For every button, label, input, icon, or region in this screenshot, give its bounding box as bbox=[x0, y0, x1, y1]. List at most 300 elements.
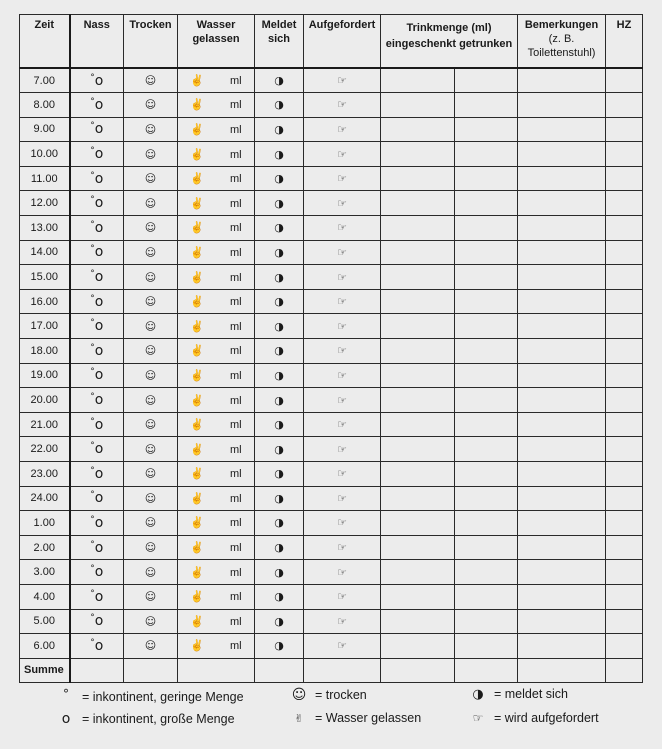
meldet-cell[interactable] bbox=[255, 339, 304, 364]
pointing-hand-icon: ☞ bbox=[337, 319, 347, 333]
hand-icon: ✌ bbox=[190, 320, 204, 333]
table-row bbox=[20, 634, 643, 659]
meldet-cell[interactable] bbox=[255, 437, 304, 462]
trocken-cell[interactable] bbox=[124, 584, 178, 609]
getrunken-cell[interactable] bbox=[455, 68, 518, 93]
big-circle-icon: o bbox=[94, 146, 104, 163]
nass-cell[interactable] bbox=[70, 93, 124, 118]
time-cell: 4.00 bbox=[20, 584, 70, 609]
summe-cell[interactable] bbox=[178, 658, 255, 682]
ml-label: ml bbox=[230, 492, 242, 505]
eingeschenkt-cell[interactable] bbox=[381, 634, 455, 659]
nass-cell[interactable] bbox=[70, 388, 124, 413]
time-cell: 19.00 bbox=[20, 363, 70, 388]
meldet-cell[interactable] bbox=[255, 314, 304, 339]
hz-cell[interactable] bbox=[606, 216, 643, 241]
nass-cell[interactable] bbox=[70, 437, 124, 462]
half-moon-icon: ◑ bbox=[274, 196, 284, 210]
smiley-icon: ☺ bbox=[144, 147, 157, 161]
smiley-icon: ☺ bbox=[144, 172, 157, 186]
half-moon-icon: ◑ bbox=[274, 639, 284, 653]
getrunken-cell[interactable] bbox=[455, 216, 518, 241]
small-circle-icon: ° bbox=[90, 416, 95, 427]
trocken-cell[interactable] bbox=[124, 535, 178, 560]
trocken-cell[interactable] bbox=[124, 142, 178, 167]
bemerkungen-cell[interactable] bbox=[518, 339, 606, 364]
meldet-cell[interactable] bbox=[255, 412, 304, 437]
smiley-icon: ☺ bbox=[144, 122, 157, 136]
summe-cell[interactable] bbox=[255, 658, 304, 682]
bemerkungen-cell[interactable] bbox=[518, 584, 606, 609]
aufgefordert-cell[interactable] bbox=[304, 634, 381, 659]
trocken-cell[interactable] bbox=[124, 412, 178, 437]
half-moon-icon: ◑ bbox=[274, 245, 284, 259]
aufgefordert-cell[interactable] bbox=[304, 216, 381, 241]
meldet-cell[interactable] bbox=[255, 216, 304, 241]
bemerkungen-cell[interactable] bbox=[518, 437, 606, 462]
smiley-icon: ☺ bbox=[144, 590, 157, 604]
aufgefordert-cell[interactable] bbox=[304, 412, 381, 437]
wasser-cell[interactable] bbox=[178, 191, 255, 216]
wasser-cell[interactable] bbox=[178, 93, 255, 118]
hz-cell[interactable] bbox=[606, 265, 643, 290]
bemerkungen-cell[interactable] bbox=[518, 609, 606, 634]
getrunken-cell[interactable] bbox=[455, 609, 518, 634]
bemerkungen-cell[interactable] bbox=[518, 363, 606, 388]
meldet-cell[interactable] bbox=[255, 486, 304, 511]
bemerkungen-cell[interactable] bbox=[518, 68, 606, 93]
meldet-cell[interactable] bbox=[255, 511, 304, 536]
aufgefordert-cell[interactable] bbox=[304, 609, 381, 634]
trocken-cell[interactable] bbox=[124, 560, 178, 585]
wasser-cell[interactable] bbox=[178, 511, 255, 536]
trocken-cell[interactable] bbox=[124, 486, 178, 511]
meldet-cell[interactable] bbox=[255, 584, 304, 609]
eingeschenkt-cell[interactable] bbox=[381, 535, 455, 560]
bemerkungen-cell[interactable] bbox=[518, 412, 606, 437]
half-moon-icon: ◑ bbox=[472, 687, 484, 702]
getrunken-cell[interactable] bbox=[455, 511, 518, 536]
smiley-icon: ☺ bbox=[144, 295, 157, 309]
nass-cell[interactable] bbox=[70, 240, 124, 265]
trocken-cell[interactable] bbox=[124, 634, 178, 659]
trocken-cell[interactable] bbox=[124, 68, 178, 93]
getrunken-cell[interactable] bbox=[455, 240, 518, 265]
aufgefordert-cell[interactable] bbox=[304, 388, 381, 413]
trocken-cell[interactable] bbox=[124, 117, 178, 142]
bemerkungen-cell[interactable] bbox=[518, 388, 606, 413]
wasser-cell[interactable] bbox=[178, 166, 255, 191]
wasser-cell[interactable] bbox=[178, 216, 255, 241]
hz-cell[interactable] bbox=[606, 634, 643, 659]
half-moon-icon: ◑ bbox=[274, 418, 284, 432]
wasser-cell[interactable] bbox=[178, 339, 255, 364]
half-moon-icon: ◑ bbox=[274, 122, 284, 136]
wasser-cell[interactable] bbox=[178, 535, 255, 560]
aufgefordert-cell[interactable] bbox=[304, 93, 381, 118]
eingeschenkt-cell[interactable] bbox=[381, 216, 455, 241]
half-moon-icon: ◑ bbox=[274, 74, 284, 88]
bemerkungen-cell[interactable] bbox=[518, 216, 606, 241]
getrunken-cell[interactable] bbox=[455, 437, 518, 462]
bemerkungen-cell[interactable] bbox=[518, 289, 606, 314]
getrunken-cell[interactable] bbox=[455, 412, 518, 437]
nass-cell[interactable] bbox=[70, 584, 124, 609]
eingeschenkt-cell[interactable] bbox=[381, 93, 455, 118]
hz-cell[interactable] bbox=[606, 437, 643, 462]
nass-cell[interactable] bbox=[70, 560, 124, 585]
trocken-cell[interactable] bbox=[124, 191, 178, 216]
getrunken-cell[interactable] bbox=[455, 339, 518, 364]
big-circle-icon: o bbox=[94, 244, 104, 261]
eingeschenkt-cell[interactable] bbox=[381, 265, 455, 290]
getrunken-cell[interactable] bbox=[455, 142, 518, 167]
legend-trocken: ☺ = trocken bbox=[283, 687, 367, 703]
aufgefordert-cell[interactable] bbox=[304, 191, 381, 216]
meldet-cell[interactable] bbox=[255, 68, 304, 93]
ml-label: ml bbox=[230, 271, 242, 284]
meldet-cell[interactable] bbox=[255, 363, 304, 388]
meldet-cell[interactable] bbox=[255, 388, 304, 413]
meldet-cell[interactable] bbox=[255, 93, 304, 118]
pointing-hand-icon: ☞ bbox=[337, 516, 347, 530]
trocken-cell[interactable] bbox=[124, 609, 178, 634]
pointing-hand-icon: ☞ bbox=[337, 639, 347, 653]
getrunken-cell[interactable] bbox=[455, 634, 518, 659]
aufgefordert-cell[interactable] bbox=[304, 314, 381, 339]
summe-label: Summe bbox=[20, 658, 70, 682]
table-row bbox=[20, 363, 643, 388]
getrunken-cell[interactable] bbox=[455, 93, 518, 118]
big-circle-icon: o bbox=[94, 613, 104, 630]
ml-label: ml bbox=[230, 246, 242, 259]
big-circle-icon: o bbox=[94, 72, 104, 89]
aufgefordert-cell[interactable] bbox=[304, 584, 381, 609]
trocken-cell[interactable] bbox=[124, 462, 178, 487]
hz-cell[interactable] bbox=[606, 462, 643, 487]
meldet-cell[interactable] bbox=[255, 609, 304, 634]
trocken-cell[interactable] bbox=[124, 511, 178, 536]
bemerkungen-cell[interactable] bbox=[518, 634, 606, 659]
table-row bbox=[20, 462, 643, 487]
trocken-cell[interactable] bbox=[124, 240, 178, 265]
getrunken-cell[interactable] bbox=[455, 191, 518, 216]
hz-cell[interactable] bbox=[606, 314, 643, 339]
trocken-cell[interactable] bbox=[124, 93, 178, 118]
nass-cell[interactable] bbox=[70, 68, 124, 93]
table-row bbox=[20, 511, 643, 536]
time-cell: 22.00 bbox=[20, 437, 70, 462]
bemerkungen-cell[interactable] bbox=[518, 265, 606, 290]
wasser-cell[interactable] bbox=[178, 462, 255, 487]
bemerkungen-cell[interactable] bbox=[518, 511, 606, 536]
getrunken-cell[interactable] bbox=[455, 117, 518, 142]
pointing-hand-icon: ☞ bbox=[337, 442, 347, 456]
big-circle-icon: o bbox=[94, 367, 104, 384]
nass-cell[interactable] bbox=[70, 289, 124, 314]
nass-cell[interactable] bbox=[70, 339, 124, 364]
hz-cell[interactable] bbox=[606, 289, 643, 314]
bemerkungen-cell[interactable] bbox=[518, 93, 606, 118]
ml-label: ml bbox=[230, 99, 242, 112]
hz-cell[interactable] bbox=[606, 240, 643, 265]
eingeschenkt-cell[interactable] bbox=[381, 388, 455, 413]
aufgefordert-cell[interactable] bbox=[304, 511, 381, 536]
trocken-cell[interactable] bbox=[124, 289, 178, 314]
half-moon-icon: ◑ bbox=[274, 344, 284, 358]
eingeschenkt-cell[interactable] bbox=[381, 486, 455, 511]
time-cell: 17.00 bbox=[20, 314, 70, 339]
eingeschenkt-cell[interactable] bbox=[381, 511, 455, 536]
eingeschenkt-cell[interactable] bbox=[381, 166, 455, 191]
aufgefordert-cell[interactable] bbox=[304, 535, 381, 560]
trocken-cell[interactable] bbox=[124, 437, 178, 462]
smiley-icon: ☺ bbox=[144, 516, 157, 530]
half-moon-icon: ◑ bbox=[274, 393, 284, 407]
ml-label: ml bbox=[230, 148, 242, 161]
hz-cell[interactable] bbox=[606, 117, 643, 142]
nass-cell[interactable] bbox=[70, 634, 124, 659]
hz-cell[interactable] bbox=[606, 584, 643, 609]
nass-cell[interactable] bbox=[70, 314, 124, 339]
nass-cell[interactable] bbox=[70, 265, 124, 290]
wasser-cell[interactable] bbox=[178, 486, 255, 511]
bemerkungen-cell[interactable] bbox=[518, 166, 606, 191]
wasser-cell[interactable] bbox=[178, 560, 255, 585]
wasser-cell[interactable] bbox=[178, 388, 255, 413]
hz-cell[interactable] bbox=[606, 363, 643, 388]
trocken-cell[interactable] bbox=[124, 265, 178, 290]
pointing-hand-icon: ☞ bbox=[337, 614, 347, 628]
aufgefordert-cell[interactable] bbox=[304, 462, 381, 487]
hz-cell[interactable] bbox=[606, 166, 643, 191]
trocken-cell[interactable] bbox=[124, 339, 178, 364]
ml-label: ml bbox=[230, 468, 242, 481]
wasser-cell[interactable] bbox=[178, 289, 255, 314]
pointing-hand-icon: ☞ bbox=[472, 711, 484, 725]
eingeschenkt-cell[interactable] bbox=[381, 339, 455, 364]
nass-cell[interactable] bbox=[70, 511, 124, 536]
hz-cell[interactable] bbox=[606, 93, 643, 118]
eingeschenkt-cell[interactable] bbox=[381, 289, 455, 314]
eingeschenkt-cell[interactable] bbox=[381, 68, 455, 93]
half-moon-icon: ◑ bbox=[274, 442, 284, 456]
aufgefordert-cell[interactable] bbox=[304, 68, 381, 93]
trocken-cell[interactable] bbox=[124, 314, 178, 339]
aufgefordert-cell[interactable] bbox=[304, 363, 381, 388]
nass-cell[interactable] bbox=[70, 117, 124, 142]
ml-label: ml bbox=[230, 222, 242, 235]
small-circle-icon: ° bbox=[90, 244, 95, 255]
ml-label: ml bbox=[230, 419, 242, 432]
wasser-cell[interactable] bbox=[178, 117, 255, 142]
eingeschenkt-cell[interactable] bbox=[381, 142, 455, 167]
bemerkungen-cell[interactable] bbox=[518, 560, 606, 585]
bemerkungen-cell[interactable] bbox=[518, 314, 606, 339]
bemerkungen-cell[interactable] bbox=[518, 142, 606, 167]
ml-label: ml bbox=[230, 542, 242, 555]
trocken-cell[interactable] bbox=[124, 166, 178, 191]
hz-cell[interactable] bbox=[606, 535, 643, 560]
summe-cell[interactable] bbox=[124, 658, 178, 682]
small-circle-icon: ° bbox=[90, 195, 95, 206]
meldet-cell[interactable] bbox=[255, 462, 304, 487]
pointing-hand-icon: ☞ bbox=[337, 590, 347, 604]
getrunken-cell[interactable] bbox=[455, 560, 518, 585]
aufgefordert-cell[interactable] bbox=[304, 166, 381, 191]
trocken-cell[interactable] bbox=[124, 363, 178, 388]
getrunken-cell[interactable] bbox=[455, 584, 518, 609]
nass-cell[interactable] bbox=[70, 462, 124, 487]
table-row bbox=[20, 609, 643, 634]
nass-cell[interactable] bbox=[70, 412, 124, 437]
big-circle-icon: o bbox=[94, 96, 104, 113]
hand-icon: ✌ bbox=[190, 123, 204, 136]
hz-cell[interactable] bbox=[606, 142, 643, 167]
meldet-cell[interactable] bbox=[255, 560, 304, 585]
bemerkungen-cell[interactable] bbox=[518, 117, 606, 142]
wasser-cell[interactable] bbox=[178, 634, 255, 659]
time-cell: 24.00 bbox=[20, 486, 70, 511]
eingeschenkt-cell[interactable] bbox=[381, 412, 455, 437]
smiley-icon: ☺ bbox=[291, 687, 307, 703]
wasser-cell[interactable] bbox=[178, 437, 255, 462]
summe-cell[interactable] bbox=[381, 658, 455, 682]
wasser-cell[interactable] bbox=[178, 584, 255, 609]
table-row bbox=[20, 486, 643, 511]
aufgefordert-cell[interactable] bbox=[304, 437, 381, 462]
hz-cell[interactable] bbox=[606, 412, 643, 437]
getrunken-cell[interactable] bbox=[455, 486, 518, 511]
meldet-cell[interactable] bbox=[255, 535, 304, 560]
wasser-cell[interactable] bbox=[178, 412, 255, 437]
getrunken-cell[interactable] bbox=[455, 388, 518, 413]
time-cell: 16.00 bbox=[20, 289, 70, 314]
legend-small-o: ° = inkontinent, geringe Menge bbox=[50, 687, 244, 704]
trocken-cell[interactable] bbox=[124, 388, 178, 413]
meldet-cell[interactable] bbox=[255, 634, 304, 659]
getrunken-cell[interactable] bbox=[455, 535, 518, 560]
aufgefordert-cell[interactable] bbox=[304, 117, 381, 142]
summe-cell[interactable] bbox=[455, 658, 518, 682]
wasser-cell[interactable] bbox=[178, 68, 255, 93]
hz-cell[interactable] bbox=[606, 388, 643, 413]
aufgefordert-cell[interactable] bbox=[304, 240, 381, 265]
meldet-cell[interactable] bbox=[255, 191, 304, 216]
bemerkungen-cell[interactable] bbox=[518, 486, 606, 511]
aufgefordert-cell[interactable] bbox=[304, 289, 381, 314]
nass-cell[interactable] bbox=[70, 486, 124, 511]
getrunken-cell[interactable] bbox=[455, 314, 518, 339]
table-row bbox=[20, 191, 643, 216]
smiley-icon: ☺ bbox=[144, 393, 157, 407]
getrunken-cell[interactable] bbox=[455, 166, 518, 191]
nass-cell[interactable] bbox=[70, 142, 124, 167]
hz-cell[interactable] bbox=[606, 191, 643, 216]
bemerkungen-cell[interactable] bbox=[518, 535, 606, 560]
nass-cell[interactable] bbox=[70, 363, 124, 388]
trocken-cell[interactable] bbox=[124, 216, 178, 241]
smiley-icon: ☺ bbox=[144, 221, 157, 235]
nass-cell[interactable] bbox=[70, 166, 124, 191]
eingeschenkt-cell[interactable] bbox=[381, 462, 455, 487]
eingeschenkt-cell[interactable] bbox=[381, 584, 455, 609]
hand-icon: ✌ bbox=[190, 173, 204, 186]
meldet-cell[interactable] bbox=[255, 289, 304, 314]
eingeschenkt-cell[interactable] bbox=[381, 314, 455, 339]
eingeschenkt-cell[interactable] bbox=[381, 437, 455, 462]
pointing-hand-icon: ☞ bbox=[337, 98, 347, 112]
aufgefordert-cell[interactable] bbox=[304, 339, 381, 364]
nass-cell[interactable] bbox=[70, 535, 124, 560]
eingeschenkt-cell[interactable] bbox=[381, 363, 455, 388]
hz-cell[interactable] bbox=[606, 339, 643, 364]
wasser-cell[interactable] bbox=[178, 363, 255, 388]
meldet-cell[interactable] bbox=[255, 265, 304, 290]
small-circle-icon: ° bbox=[90, 269, 95, 280]
summe-cell[interactable] bbox=[70, 658, 124, 682]
getrunken-cell[interactable] bbox=[455, 462, 518, 487]
summe-cell[interactable] bbox=[304, 658, 381, 682]
hand-icon: ✌ bbox=[190, 394, 204, 407]
hz-cell[interactable] bbox=[606, 560, 643, 585]
eingeschenkt-cell[interactable] bbox=[381, 117, 455, 142]
bemerkungen-cell[interactable] bbox=[518, 462, 606, 487]
aufgefordert-cell[interactable] bbox=[304, 560, 381, 585]
wasser-cell[interactable] bbox=[178, 609, 255, 634]
meldet-cell[interactable] bbox=[255, 142, 304, 167]
table-row bbox=[20, 339, 643, 364]
half-moon-icon: ◑ bbox=[274, 491, 284, 505]
hand-icon: ✌ bbox=[190, 517, 204, 530]
eingeschenkt-cell[interactable] bbox=[381, 191, 455, 216]
nass-cell[interactable] bbox=[70, 216, 124, 241]
wasser-cell[interactable] bbox=[178, 240, 255, 265]
wasser-cell[interactable] bbox=[178, 142, 255, 167]
eingeschenkt-cell[interactable] bbox=[381, 609, 455, 634]
wasser-cell[interactable] bbox=[178, 265, 255, 290]
time-cell: 12.00 bbox=[20, 191, 70, 216]
summe-cell[interactable] bbox=[606, 658, 643, 682]
hz-cell[interactable] bbox=[606, 68, 643, 93]
nass-cell[interactable] bbox=[70, 191, 124, 216]
getrunken-cell[interactable] bbox=[455, 265, 518, 290]
eingeschenkt-cell[interactable] bbox=[381, 240, 455, 265]
getrunken-cell[interactable] bbox=[455, 363, 518, 388]
hz-cell[interactable] bbox=[606, 609, 643, 634]
big-circle-icon: o bbox=[94, 539, 104, 556]
aufgefordert-cell[interactable] bbox=[304, 142, 381, 167]
getrunken-cell[interactable] bbox=[455, 289, 518, 314]
nass-cell[interactable] bbox=[70, 609, 124, 634]
hz-cell[interactable] bbox=[606, 486, 643, 511]
time-cell: 23.00 bbox=[20, 462, 70, 487]
aufgefordert-cell[interactable] bbox=[304, 265, 381, 290]
wasser-cell[interactable] bbox=[178, 314, 255, 339]
meldet-cell[interactable] bbox=[255, 240, 304, 265]
bemerkungen-cell[interactable] bbox=[518, 191, 606, 216]
meldet-cell[interactable] bbox=[255, 117, 304, 142]
hand-icon: ✌ bbox=[190, 197, 204, 210]
meldet-cell[interactable] bbox=[255, 166, 304, 191]
eingeschenkt-cell[interactable] bbox=[381, 560, 455, 585]
pointing-hand-icon: ☞ bbox=[337, 122, 347, 136]
hz-cell[interactable] bbox=[606, 511, 643, 536]
aufgefordert-cell[interactable] bbox=[304, 486, 381, 511]
summe-cell[interactable] bbox=[518, 658, 606, 682]
bemerkungen-cell[interactable] bbox=[518, 240, 606, 265]
header-meldet: Meldet sich bbox=[255, 15, 304, 69]
